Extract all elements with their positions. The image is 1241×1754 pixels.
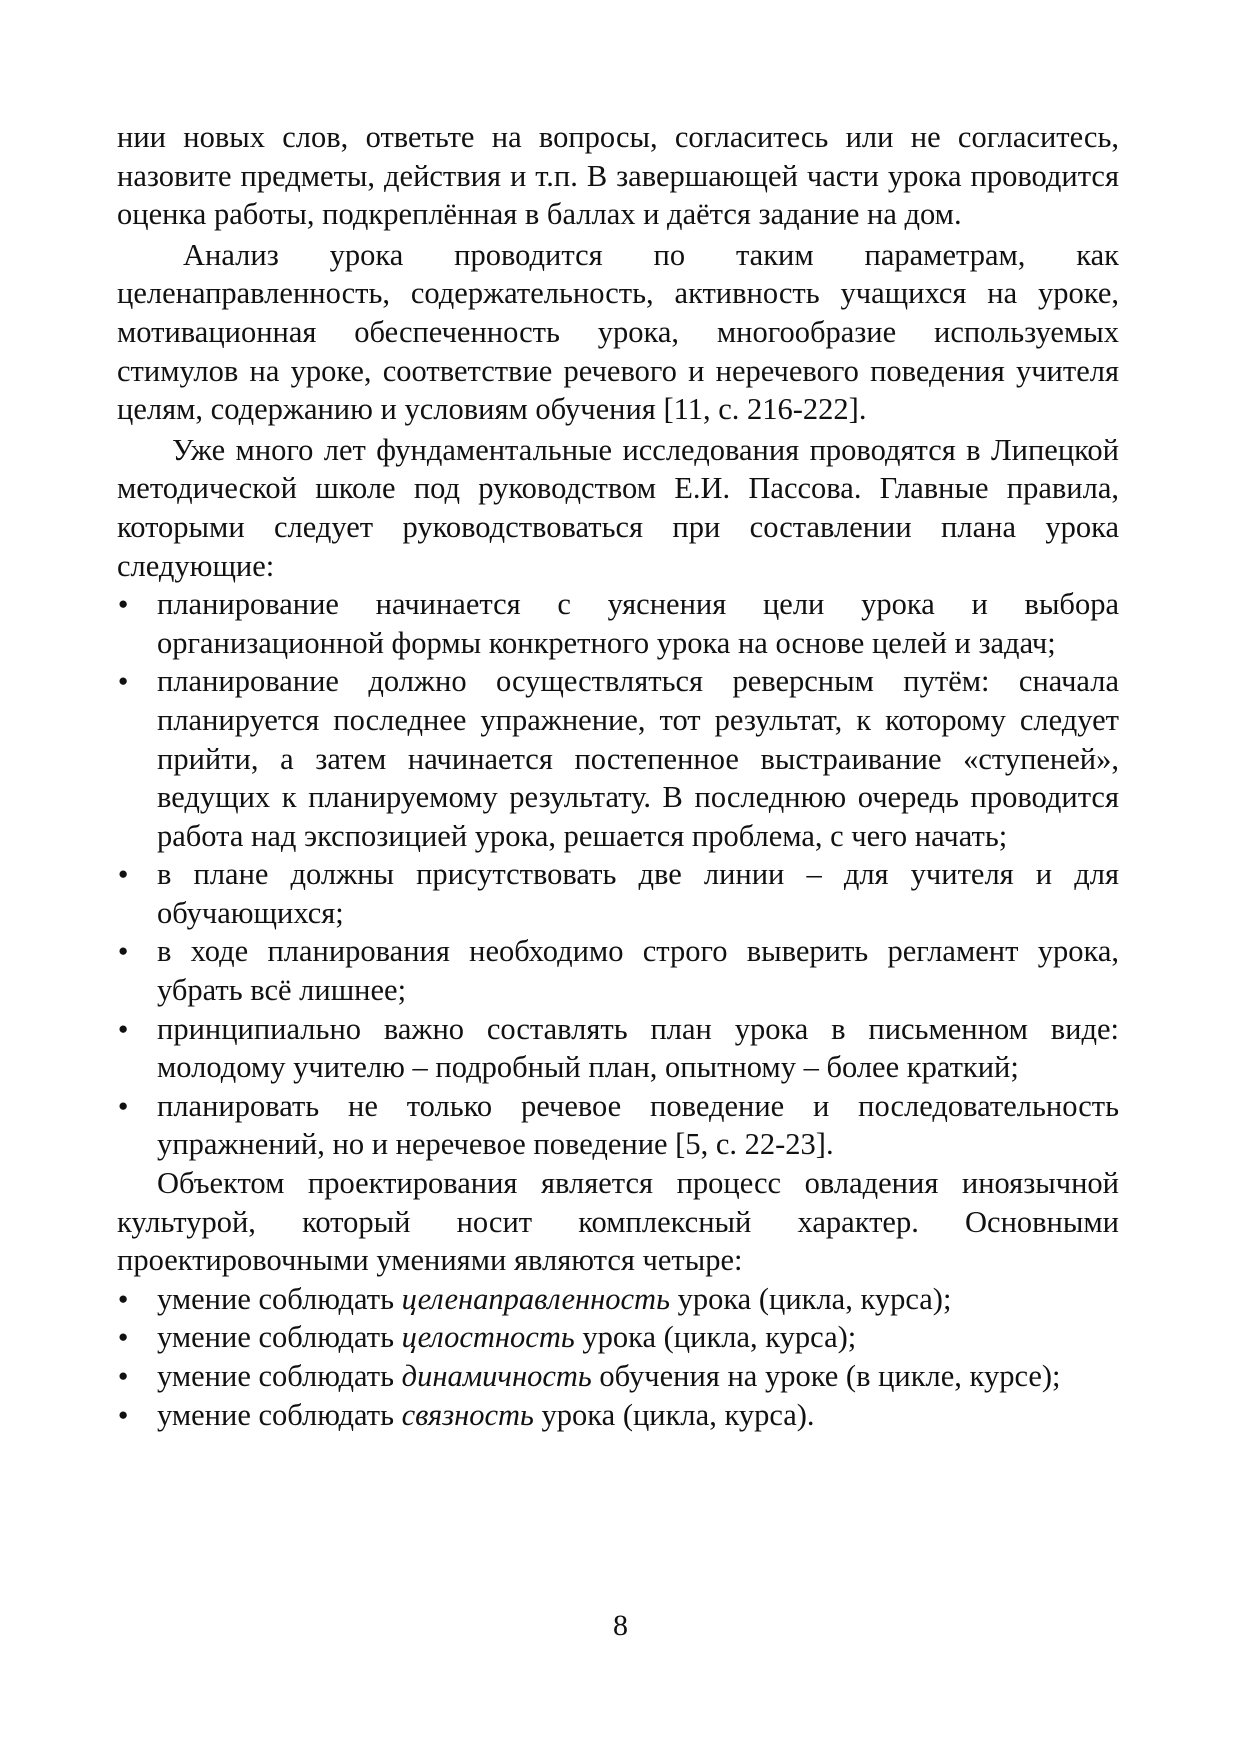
list-item (157, 1396, 1119, 1435)
rules-list (117, 585, 1119, 1164)
paragraph-4: Объектом проектирования является процесс овладения иноязычной культурой, который носит комплексный характер. Основными проектировочными умениями являются четыре: (117, 1166, 1119, 1278)
skill-term: динамичность (401, 1359, 592, 1393)
paragraph-2: Анализ урока проводится по таким параметрам, как целенаправленность, содержательность, активность учащихся на уроке, мотивационная обеспеченность урока, многообразие используемых стимулов на уроке, соответствие речевого и неречевого поведения учителя целям, содержанию и условиям обучения [11, с. 216-222]. (117, 237, 1119, 427)
list-item: ● в ходе планирования необходимо строго выверить регламент урока, убрать всё лишнее; (157, 932, 1119, 1009)
skills-list (117, 1280, 1119, 1434)
list-item: ● планировать не только речевое поведение и последовательность упражнений, но и неречевое поведение [5, с. 22-23]. (157, 1087, 1119, 1164)
list-item: ● планирование начинается с уяснения цели урока и выбора организационной формы конкретного урока на основе целей и задач; (157, 585, 1119, 662)
skill-term: связность (401, 1397, 534, 1432)
list-item (157, 1318, 1119, 1357)
page-number: 8 (613, 1609, 628, 1642)
list-item: ● планирование должно осуществляться реверсным путём: сначала планируется последнее упражнение, тот результат, к которому следует прийти, а затем начинается постепенное выстраивание «ступеней», ведущих к планируемому результату. В последнюю очередь проводится работа над экспозицией урока, решается проблема, с чего начать; (157, 662, 1119, 855)
list-item: ● в плане должны присутствовать две линии – для учителя и для обучающихся; (157, 855, 1119, 932)
list-item: ● принципиально важно составлять план урока в письменном виде: молодому учителю – подробный план, опытному – более краткий; (157, 1010, 1119, 1087)
document-page (117, 118, 1119, 1434)
skill-prefix: умение соблюдать (157, 1359, 402, 1393)
list-item (157, 1280, 1119, 1319)
skill-suffix: урока (цикла, курса); (574, 1320, 857, 1355)
skill-prefix: умение соблюдать (157, 1320, 402, 1355)
skill-term: целостность (401, 1320, 575, 1355)
paragraph-3: Уже много лет фундаментальные исследования проводятся в Липецкой методической школе под руководством Е.И. Пассова. Главные правила, которыми следует руководствоваться при составлении плана урока следующие: (117, 432, 1119, 583)
paragraph-1: нии новых слов, ответьте на вопросы, согласитесь или не согласитесь, назовите предметы, действия и т.п. В завершающей части урока проводится оценка работы, подкреплённая в баллах и даётся задание на дом. (117, 120, 1119, 232)
list-item (157, 1357, 1119, 1396)
skill-term: целенаправленность (401, 1281, 670, 1316)
skill-prefix: умение соблюдать (157, 1281, 402, 1316)
skill-suffix: урока (цикла, курса). (533, 1397, 815, 1432)
skill-prefix: умение соблюдать (157, 1397, 402, 1432)
skill-suffix: урока (цикла, курса); (669, 1281, 952, 1316)
skill-suffix: обучения на уроке (в цикле, курсе); (591, 1359, 1061, 1393)
